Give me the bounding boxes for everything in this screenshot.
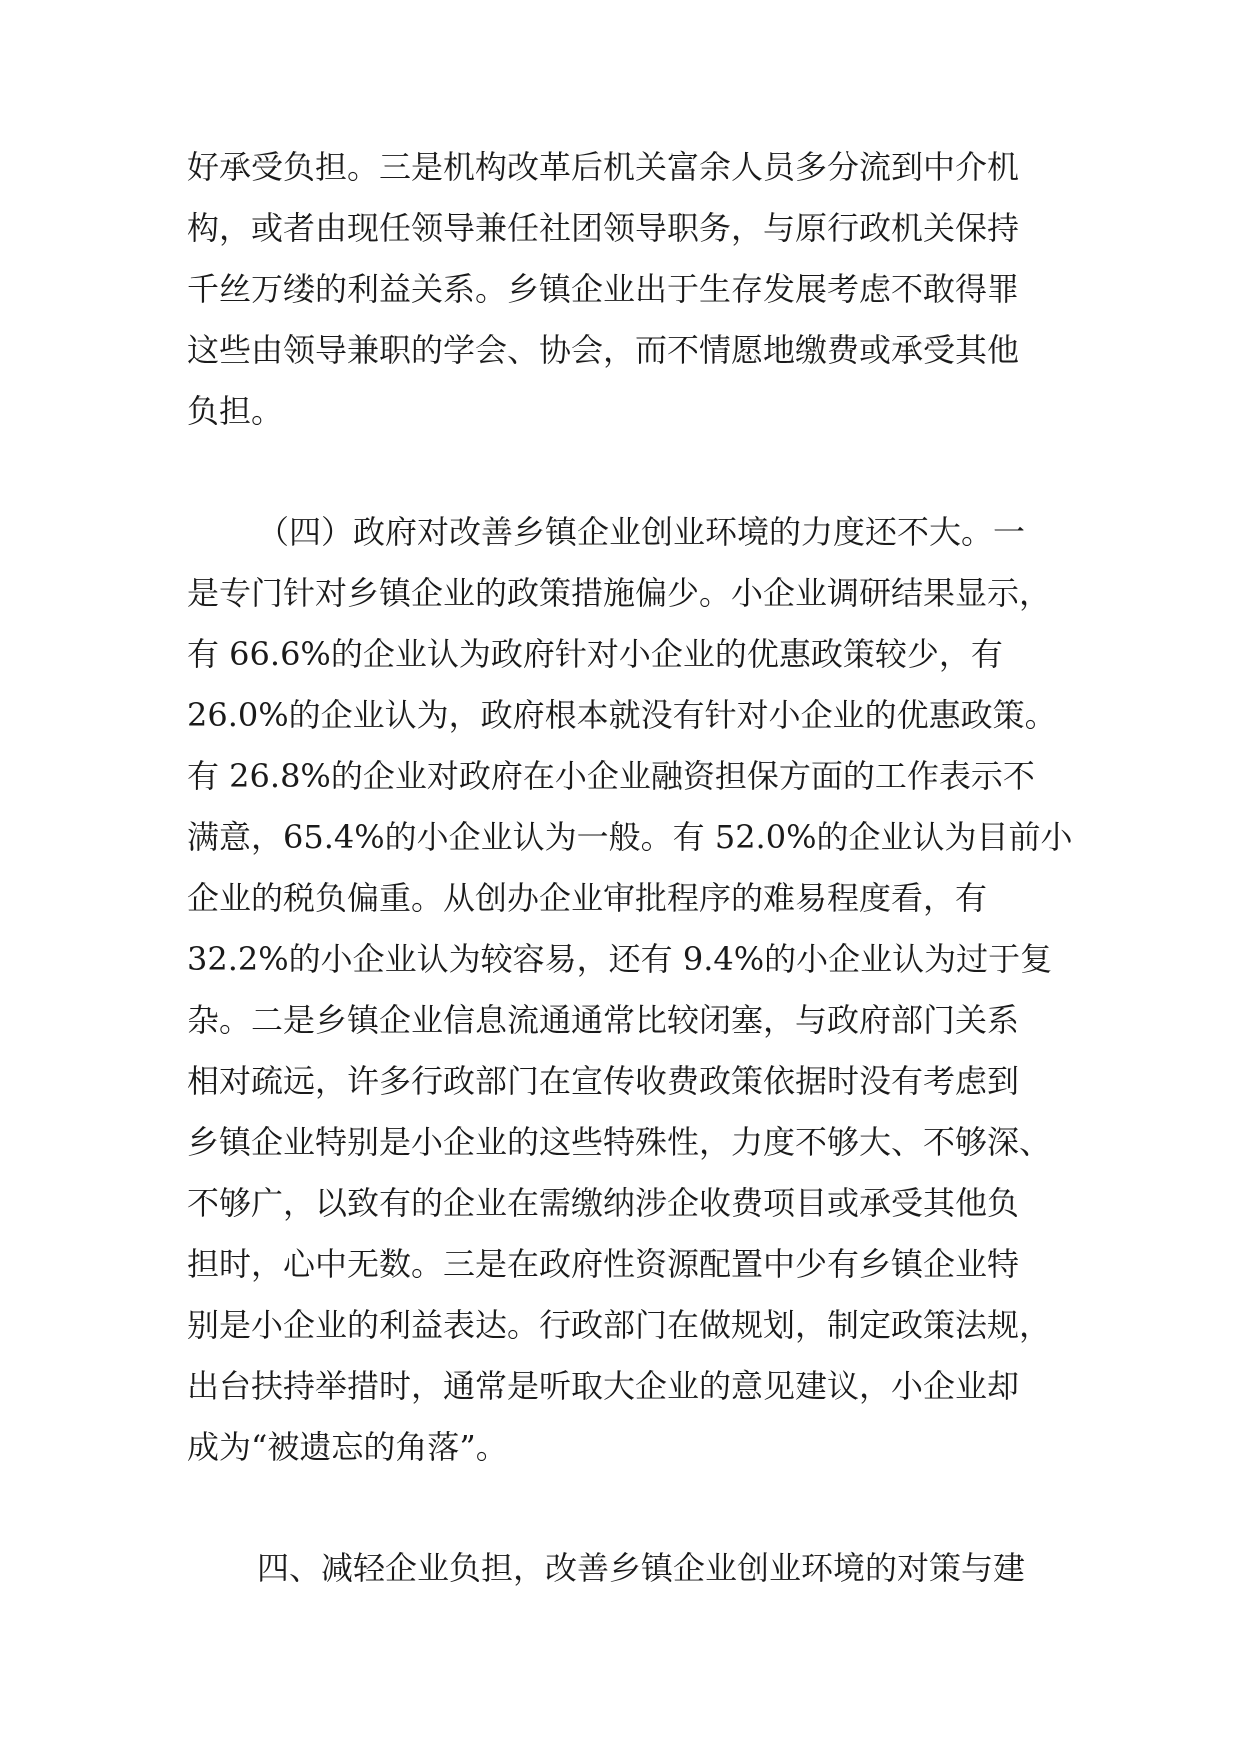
section-heading-line: （四）政府对改善乡镇企业创业环境的力度还不大。一 (257, 513, 1026, 551)
text-line: 别是小企业的利益表达。行政部门在做规划，制定政策法规， (187, 1306, 1052, 1344)
text-line: 32.2%的小企业认为较容易，还有 9.4%的小企业认为过于复 (187, 940, 1053, 978)
text-line: 相对疏远，许多行政部门在宣传收费政策依据时没有考虑到 (187, 1062, 1020, 1100)
text-line: 担时，心中无数。三是在政府性资源配置中少有乡镇企业特 (187, 1245, 1020, 1283)
text-line: 负担。 (187, 392, 284, 430)
text-line: 好承受负担。三是机构改革后机关富余人员多分流到中介机 (187, 148, 1020, 186)
text-line: 有 26.8%的企业对政府在小企业融资担保方面的工作表示不 (187, 757, 1035, 795)
text-line: 杂。二是乡镇企业信息流通通常比较闭塞，与政府部门关系 (187, 1001, 1020, 1039)
section-heading-line: 四、减轻企业负担，改善乡镇企业创业环境的对策与建 (257, 1549, 1026, 1587)
text-line: 不够广，以致有的企业在需缴纳涉企收费项目或承受其他负 (187, 1184, 1020, 1222)
text-line: 企业的税负偏重。从创办企业审批程序的难易程度看，有 (187, 879, 988, 917)
text-line: 千丝万缕的利益关系。乡镇企业出于生存发展考虑不敢得罪 (187, 270, 1020, 308)
text-line: 出台扶持举措时，通常是听取大企业的意见建议，小企业却 (187, 1367, 1020, 1405)
text-line: 这些由领导兼职的学会、协会，而不情愿地缴费或承受其他 (187, 331, 1020, 369)
text-line: 是专门针对乡镇企业的政策措施偏少。小企业调研结果显示， (187, 574, 1052, 612)
text-line: 乡镇企业特别是小企业的这些特殊性，力度不够大、不够深、 (187, 1123, 1052, 1161)
text-line: 26.0%的企业认为，政府根本就没有针对小企业的优惠政策。 (187, 696, 1057, 734)
text-line: 成为“被遗忘的角落”。 (187, 1428, 508, 1466)
text-line: 有 66.6%的企业认为政府针对小企业的优惠政策较少，有 (187, 635, 1003, 673)
text-line: 满意，65.4%的小企业认为一般。有 52.0%的企业认为目前小 (187, 818, 1073, 856)
text-line: 构，或者由现任领导兼任社团领导职务，与原行政机关保持 (187, 209, 1020, 247)
